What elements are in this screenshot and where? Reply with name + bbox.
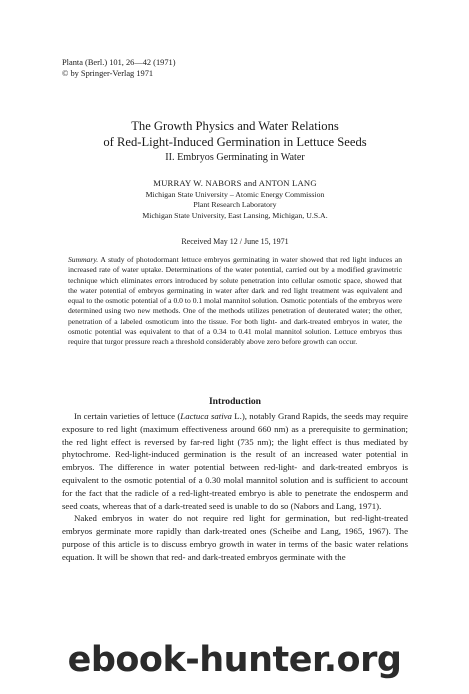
section-heading: Introduction <box>208 396 262 407</box>
paper-subtitle: II. Embryos Germinating in Water <box>165 152 305 163</box>
affiliation-line-3: Michigan State University, East Lansing, Michigan, U.S.A. <box>142 210 328 220</box>
paragraph-1-text-b: L.), notably Grand Rapids, the seeds may require exposure to red light (maximum effectiveness around 660 nm) as a prerequisite to germination; the red light effect is reversed by far-red light (735 nm); the light effect is thus mediated by phytochrome. Red-light-induced germination is the result of an increased water potential in embryos. The difference in water potential between red-light- and dark-treated embryos is equivalent to the osmotic potential of a 0.30 molal mannitol solution and is sufficient to account for the fact that the radicle of a red-light-treated embryo is able to penetrate the endosperm and seed coats, whereas that of a dark-treated seed is unable to do so (Nabors and Lang, 1971). <box>62 411 408 511</box>
title-line-2: of Red-Light-Induced Germination in Lettuce Seeds <box>103 134 367 149</box>
paragraph-1-text-a: In certain varieties of lettuce ( <box>74 411 181 421</box>
citation-line: Planta (Berl.) 101, 26—42 (1971) <box>62 58 176 67</box>
paragraph-2: Naked embryos in water do not require red light for germination, but red-light-treated embryos germinate more rapidly than dark-treated ones (Scheibe and Lang, 1965, 1967). The purpose of this article is to discuss embryo growth in water in terms of the basic water relations equation. It will be shown that red- and dark-treated embryos germinate with the <box>62 513 408 562</box>
summary <box>68 255 402 348</box>
authors: MURRAY W. NABORS and ANTON LANG <box>153 178 317 188</box>
journal-citation <box>62 58 176 79</box>
affiliation <box>40 190 430 221</box>
species-name: Lactuca sativa <box>180 411 232 421</box>
summary-label: Summary. <box>68 255 99 264</box>
summary-text: A study of photodormant lettuce embryos germinating in water showed that red light induces an increased rate of water uptake. Determinations of the water potential, carried out by a modified gravimetric technique which eliminates errors introduced by solute penetration into cellular osmotic space, showed that the water potential of embryos germinating in water after dark and red light treatment was equivalent and equal to the osmotic potential of a 0.0 to 0.1 molal mannitol solution. Osmotic potentials of the embryos were determined using two new methods. One of the methods utilizes penetration of deuterated water; the other, penetration of a labeled osmoticum into the tissue. For both light- and dark-treated embryos in water, the osmotic potential was equivalent to that of a 0.34 to 0.41 molal mannitol solution. Lettuce embryos thus require that turgor pressure reach a threshold considerably above zero before growth can occur. <box>68 255 402 347</box>
introduction-body <box>62 410 408 564</box>
paper-title <box>40 119 430 150</box>
received-date: Received May 12 / June 15, 1971 <box>181 237 289 246</box>
paragraph-1 <box>62 410 408 512</box>
copyright-line: © by Springer-Verlag 1971 <box>62 68 154 78</box>
affiliation-line-2: Plant Research Laboratory <box>193 200 277 210</box>
watermark: ebook-hunter.org <box>67 640 402 680</box>
affiliation-line-1: Michigan State University – Atomic Energy Commission <box>145 190 325 199</box>
title-line-1: The Growth Physics and Water Relations <box>131 119 339 133</box>
